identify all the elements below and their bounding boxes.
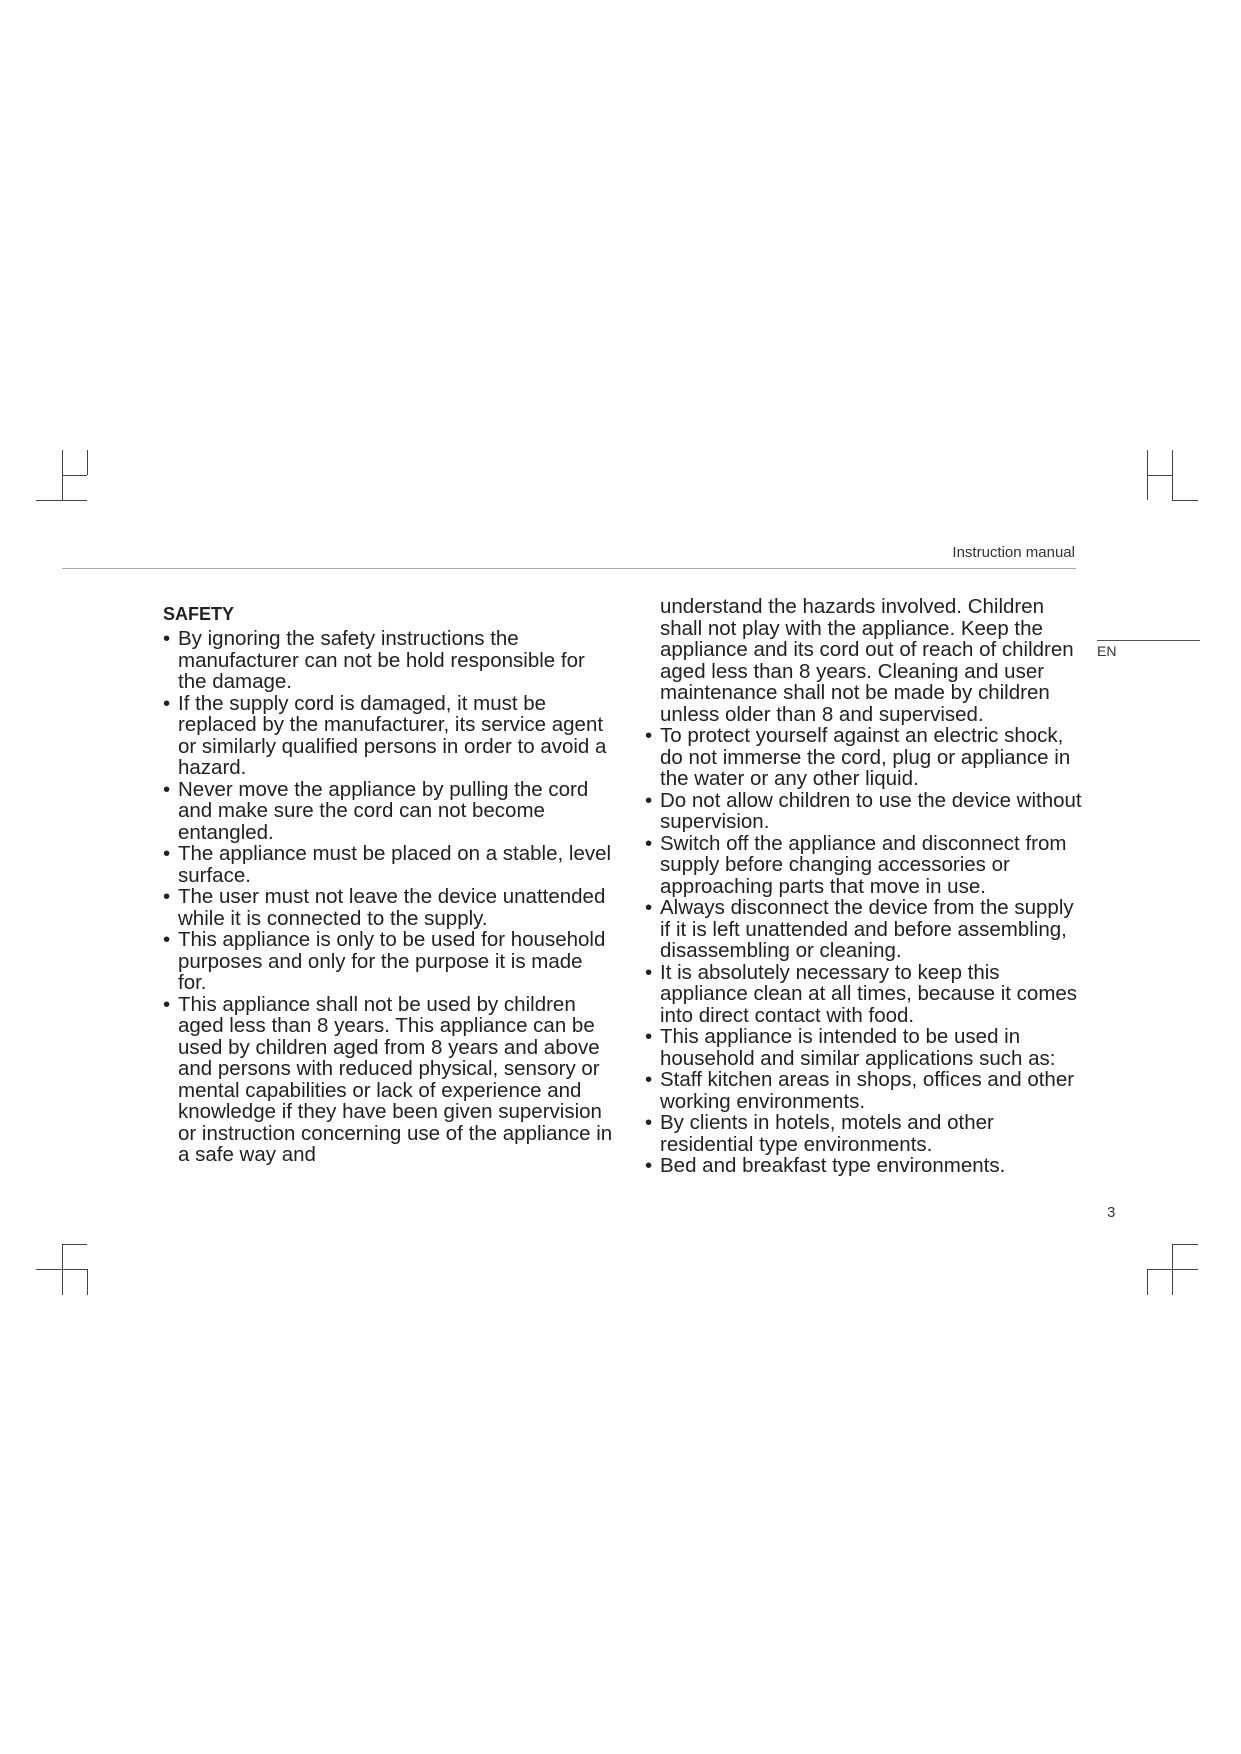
list-item: • If the supply cord is damaged, it must be replaced by the manufacturer, its service agent or similarly qualified persons in order to avoid a hazard.	[163, 693, 613, 779]
left-text-column	[163, 596, 613, 1166]
crop-mark-bottom-right-h2	[1172, 1244, 1198, 1245]
crop-mark-bottom-right-v	[1147, 1269, 1148, 1295]
list-item: • Staff kitchen areas in shops, offices and other working environments.	[645, 1069, 1085, 1112]
crop-mark-top-right-h	[1147, 475, 1172, 476]
safety-list-right	[645, 725, 1085, 1177]
list-item: • Switch off the appliance and disconnect from supply before changing accessories or approaching parts that move in use.	[645, 833, 1085, 898]
crop-mark-top-right-v2	[1172, 450, 1173, 500]
list-item: • This appliance is intended to be used in household and similar applications such as:	[645, 1026, 1085, 1069]
list-item-continuation: understand the hazards involved. Children shall not play with the appliance. Keep the appliance and its cord out of reach of children aged less than 8 years. Cleaning and user maintenance shall not be made by children unless older than 8 and supervised.	[660, 595, 1074, 726]
crop-mark-bottom-left-v	[62, 1244, 63, 1295]
list-item: • It is absolutely necessary to keep this appliance clean at all times, because it comes into direct contact with food.	[645, 962, 1085, 1027]
list-item: • By clients in hotels, motels and other residential type environments.	[645, 1112, 1085, 1155]
safety-list-left	[163, 628, 613, 1166]
crop-mark-top-right-h2	[1172, 500, 1198, 501]
list-item: • The appliance must be placed on a stable, level surface.	[163, 843, 613, 886]
crop-mark-top-left-h2	[62, 475, 87, 476]
page-number: 3	[1107, 1204, 1116, 1221]
list-item: • Bed and breakfast type environments.	[645, 1155, 1085, 1177]
list-item: • The user must not leave the device unattended while it is connected to the supply.	[163, 886, 613, 929]
running-header-title: Instruction manual	[952, 544, 1075, 561]
language-tab-divider	[1097, 640, 1200, 641]
list-item: • Always disconnect the device from the supply if it is left unattended and before assembling, disassembling or cleaning.	[645, 897, 1085, 962]
crop-mark-top-left-v2	[87, 450, 88, 475]
crop-mark-bottom-left-v2	[87, 1269, 88, 1295]
list-item: • This appliance is only to be used for household purposes and only for the purpose it is made for.	[163, 929, 613, 994]
list-item: • By ignoring the safety instructions the manufacturer can not be hold responsible for the damage.	[163, 628, 613, 693]
list-item: • This appliance shall not be used by children aged less than 8 years. This appliance can be used by children aged from 8 years and above and persons with reduced physical, sensory or mental capabilities or lack of experience and knowledge if they have been given supervision or instruction concerning use of the appliance in a safe way and	[163, 994, 613, 1166]
section-heading-safety: SAFETY	[163, 604, 235, 624]
right-text-column	[645, 596, 1085, 1177]
crop-mark-top-left-h	[36, 500, 87, 501]
crop-mark-bottom-right-v2	[1172, 1244, 1173, 1295]
list-item: • To protect yourself against an electric shock, do not immerse the cord, plug or appliance in the water or any other liquid.	[645, 725, 1085, 790]
header-divider	[62, 568, 1076, 569]
list-item: • Do not allow children to use the device without supervision.	[645, 790, 1085, 833]
language-tab-label: EN	[1097, 643, 1117, 659]
list-item: • Never move the appliance by pulling the cord and make sure the cord can not become entangled.	[163, 779, 613, 844]
crop-mark-bottom-left-h2	[62, 1244, 87, 1245]
